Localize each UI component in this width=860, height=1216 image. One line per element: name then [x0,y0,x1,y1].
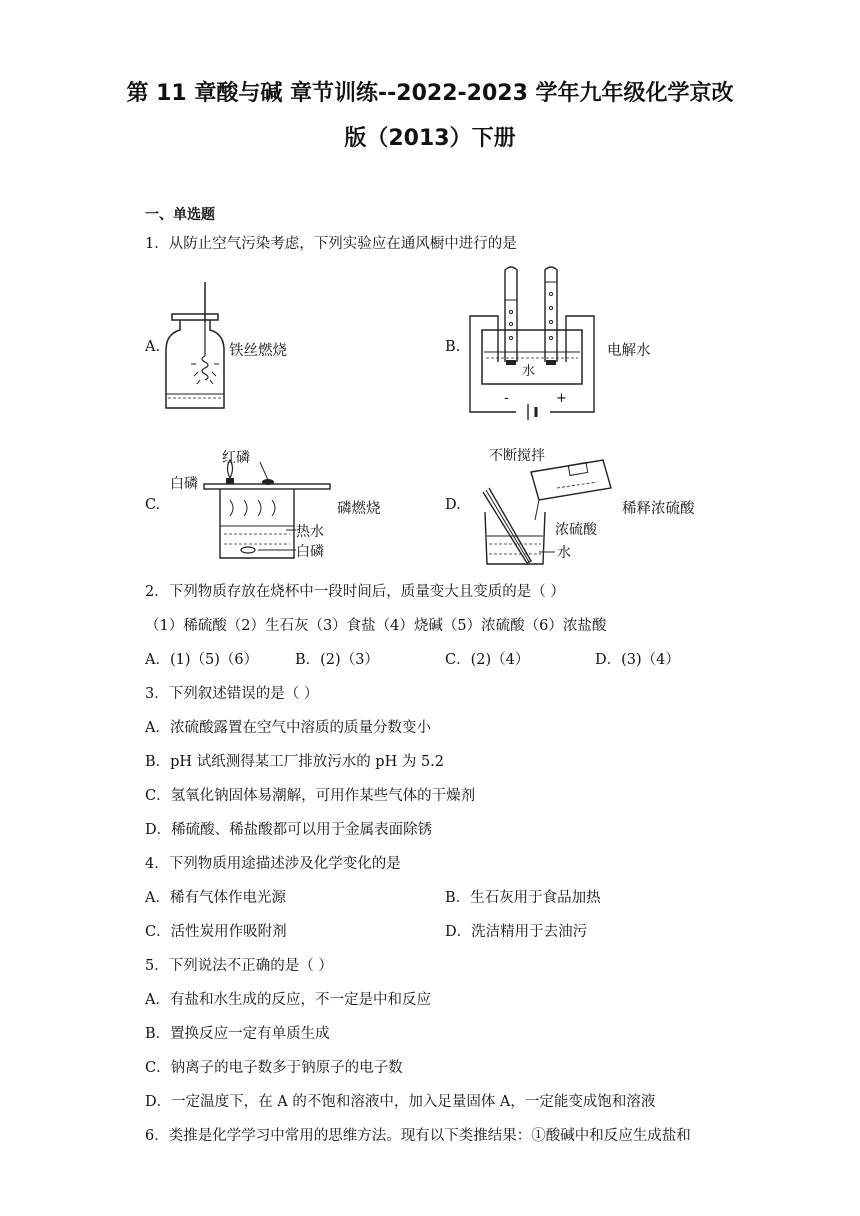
figure-iron-wire-combustion [160,282,230,412]
fig-b-minus-label: - [504,391,509,406]
q5-stem: 5．下列说法不正确的是（ ） [145,958,333,974]
q5-option-a[interactable]: A．有盐和水生成的反应，不一定是中和反应 [145,992,431,1008]
q1-option-d-caption: 稀释浓硫酸 [622,501,695,517]
q4-option-c[interactable]: C．活性炭用作吸附剂 [145,924,287,940]
q6-stem: 6．类推是化学学习中常用的思维方法。现有以下类推结果：①酸碱中和反应生成盐和 [145,1128,691,1144]
doc-title-line2: 版（2013）下册 [344,126,516,151]
q3-option-a[interactable]: A．浓硫酸露置在空气中溶质的质量分数变小 [145,720,431,736]
fig-c-hot-water-label: 热水 [296,524,324,540]
figure-water-electrolysis [470,266,600,414]
fig-c-white-phosphorus-bottom-label: 白磷 [296,544,324,560]
figure-dilute-sulfuric-acid [473,442,623,566]
fig-d-acid-label: 浓硫酸 [555,522,597,538]
q2-stem: 2．下列物质存放在烧杯中一段时间后，质量变大且变质的是（ ） [145,584,565,600]
section-heading: 一、单选题 [145,207,215,223]
q1-option-a-caption: 铁丝燃烧 [229,343,287,359]
q4-option-b[interactable]: B．生石灰用于食品加热 [445,890,601,906]
fig-b-water-label: 水 [522,364,536,379]
fig-c-white-phosphorus-top-label: 白磷 [170,476,198,492]
q4-option-d[interactable]: D．洗洁精用于去油污 [445,924,588,940]
q3-option-d[interactable]: D．稀硫酸、稀盐酸都可以用于金属表面除锈 [145,822,433,838]
q5-option-b[interactable]: B．置换反应一定有单质生成 [145,1026,330,1042]
fig-b-plus-label: + [556,391,567,406]
q3-option-c[interactable]: C．氢氧化钠固体易潮解，可用作某些气体的干燥剂 [145,788,476,804]
q2-option-d[interactable]: D．(3)（4） [595,652,680,668]
q5-option-c[interactable]: C．钠离子的电子数多于钠原子的电子数 [145,1060,403,1076]
q4-stem: 4．下列物质用途描述涉及化学变化的是 [145,856,401,872]
figure-phosphorus-combustion [168,446,358,562]
q1-option-d-letter[interactable]: D. [445,497,461,513]
q4-option-a[interactable]: A．稀有气体作电光源 [145,890,286,906]
q2-option-a[interactable]: A．(1)（5)（6） [145,652,259,668]
q1-option-a-letter[interactable]: A. [145,339,161,355]
q3-stem: 3．下列叙述错误的是（ ） [145,686,319,702]
q2-list: （1）稀硫酸（2）生石灰（3）食盐（4）烧碱（5）浓硫酸（6）浓盐酸 [145,618,607,634]
q5-option-d[interactable]: D．一定温度下，在 A 的不饱和溶液中，加入足量固体 A，一定能变成饱和溶液 [145,1094,656,1110]
q1-stem: 1．从防止空气污染考虑，下列实验应在通风橱中进行的是 [145,236,517,252]
q1-option-c-letter[interactable]: C. [145,497,161,513]
fig-d-water-label: 水 [557,545,571,561]
fig-d-stir-label: 不断搅拌 [489,448,545,464]
q2-option-c[interactable]: C．(2)（4） [445,652,530,668]
q1-option-b-caption: 电解水 [607,343,651,359]
q3-option-b[interactable]: B．pH 试纸测得某工厂排放污水的 pH 为 5.2 [145,754,445,770]
q1-option-c-caption: 磷燃烧 [337,501,381,517]
q2-option-b[interactable]: B．(2)（3） [295,652,379,668]
q1-option-b-letter[interactable]: B. [445,339,461,355]
fig-c-red-phosphorus-label: 红磷 [222,450,250,466]
doc-title-line1: 第 11 章酸与碱 章节训练--2022-2023 学年九年级化学京改 [126,81,734,106]
